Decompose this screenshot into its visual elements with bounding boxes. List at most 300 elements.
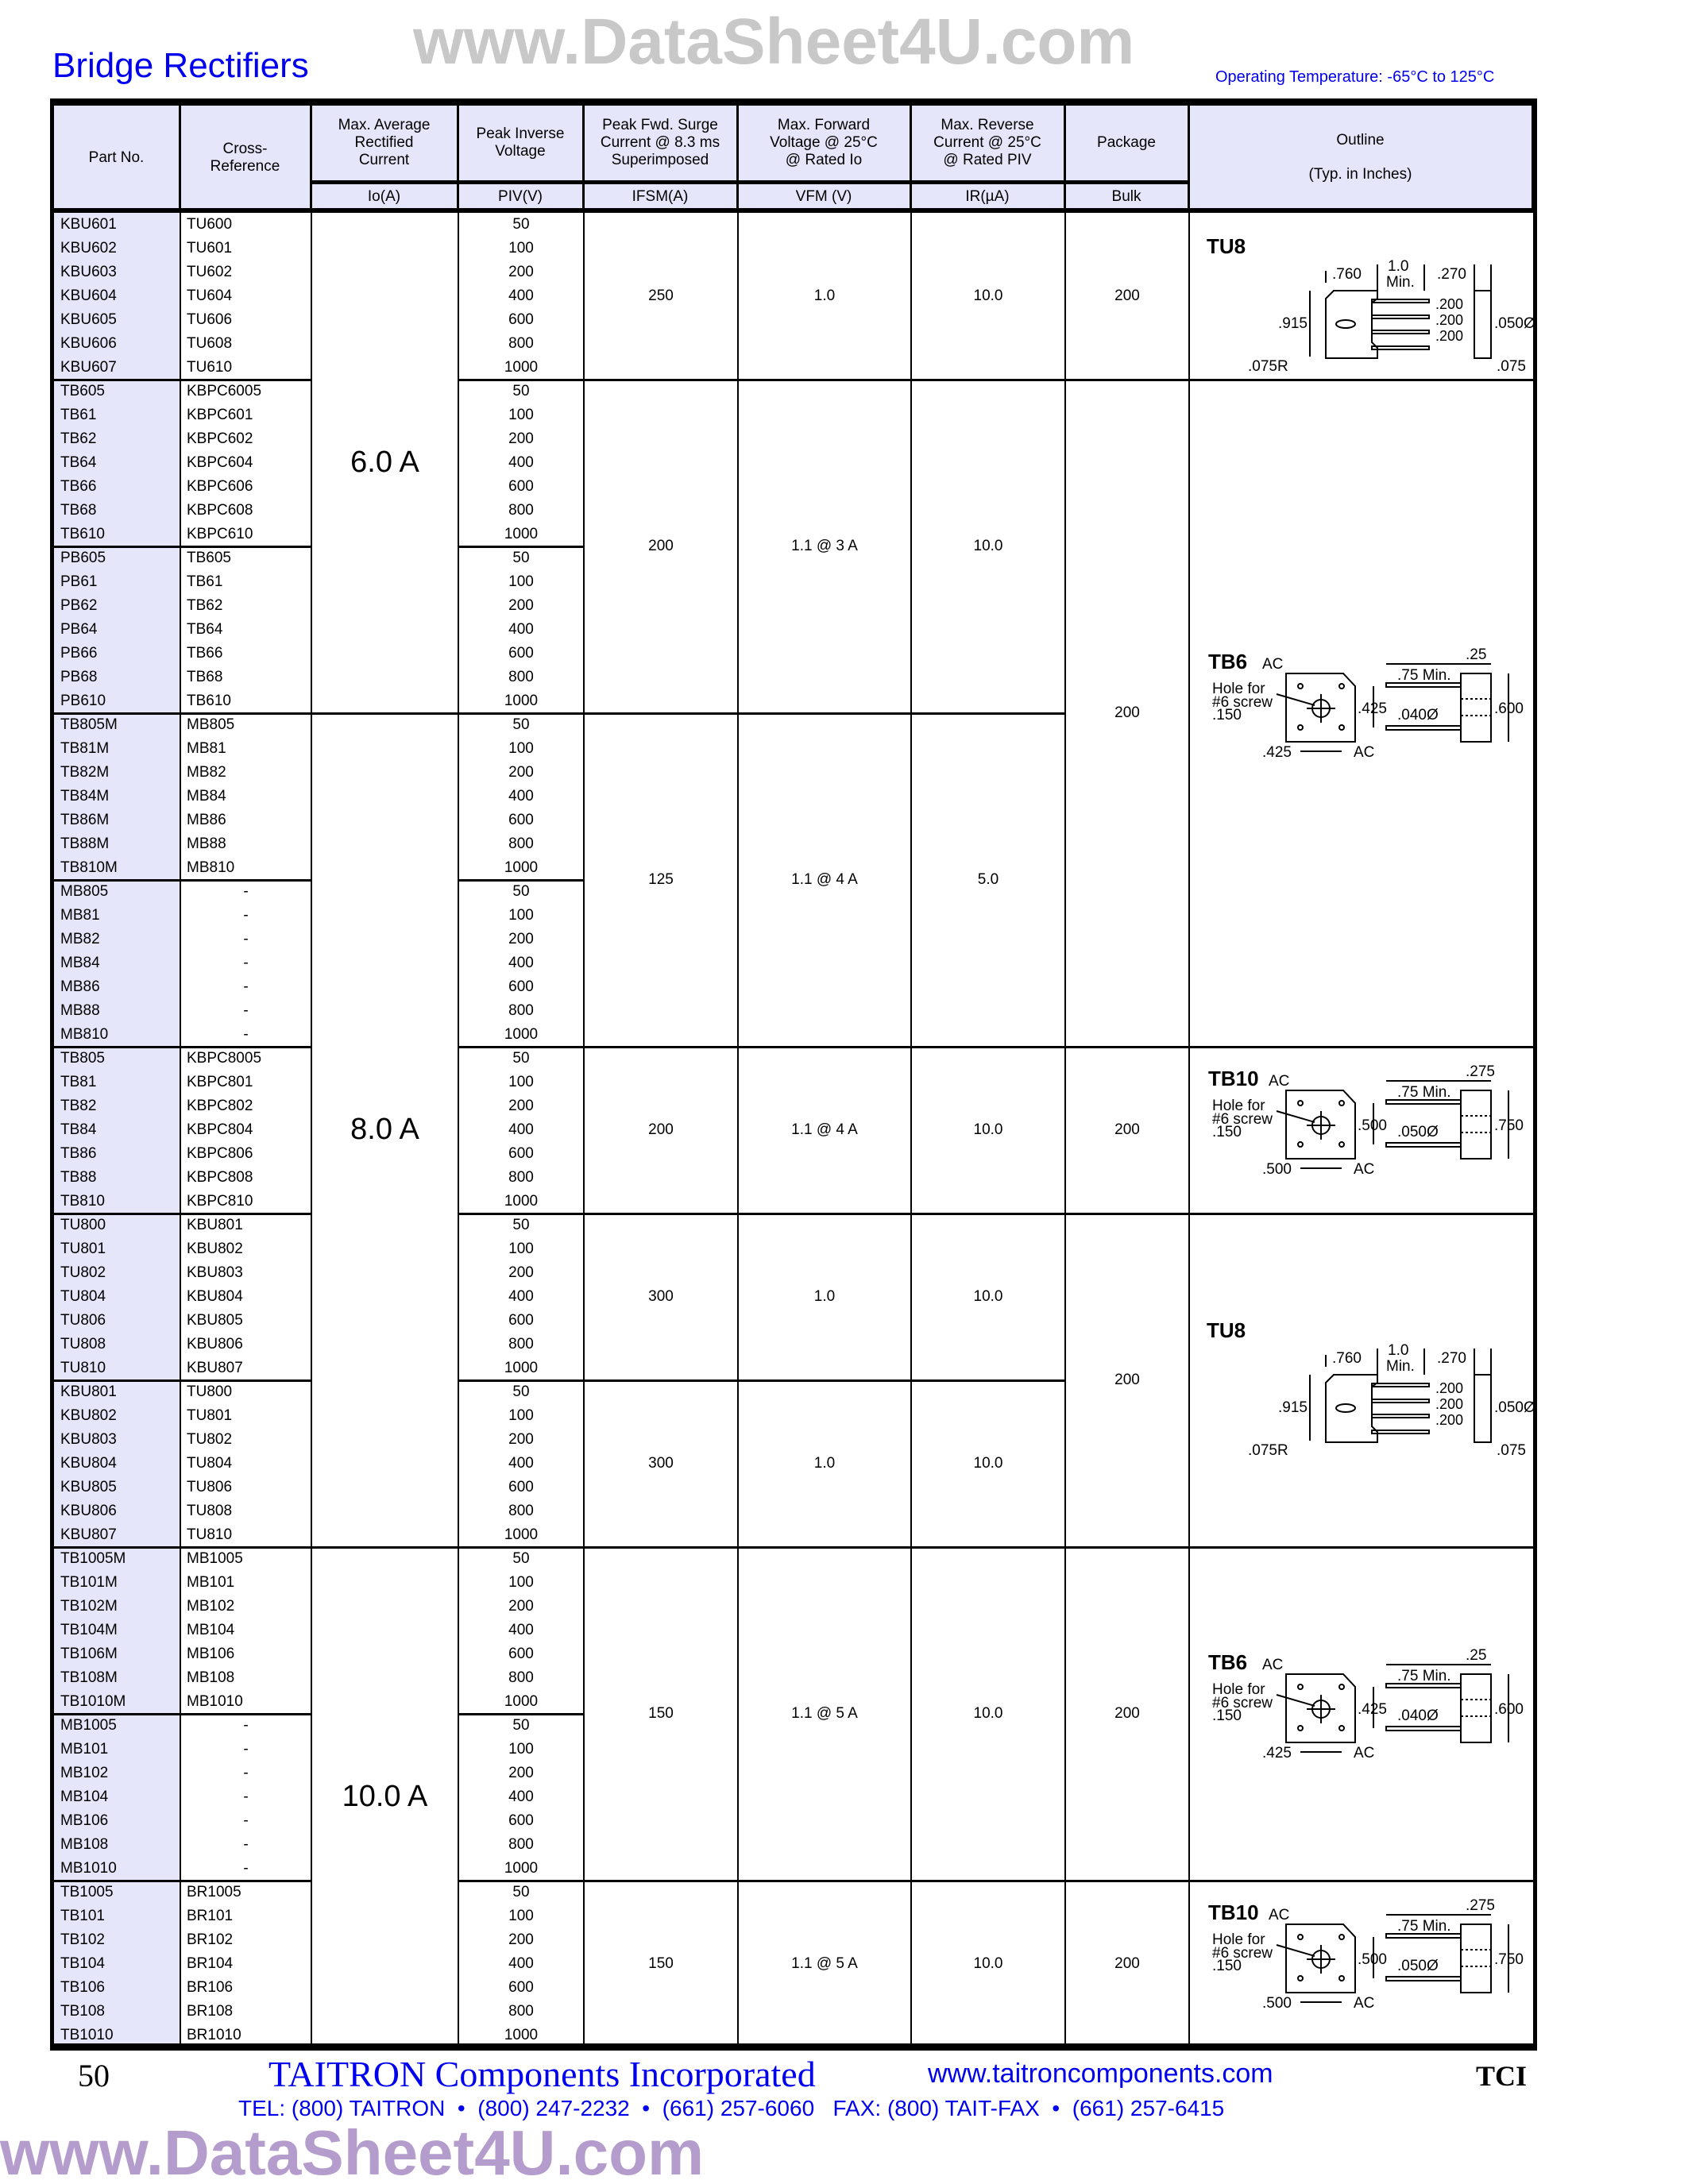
outline-label: TB6 (1208, 1650, 1248, 1674)
outline-label: AC (1354, 1161, 1375, 1178)
outline-label: Hole for (1212, 681, 1265, 697)
cross-reference: MB86 (187, 812, 226, 829)
company-url[interactable]: www.taitroncomponents.com (928, 2059, 1273, 2089)
cross-reference: KBPC606 (187, 478, 253, 496)
piv-value: 50 (512, 1217, 530, 1234)
cross-reference: TU808 (187, 1503, 233, 1520)
part-number: TB81M (60, 740, 110, 758)
cross-reference: KBPC6005 (187, 383, 262, 400)
piv-value: 100 (508, 1407, 534, 1425)
ifsm-value: 300 (648, 1455, 674, 1472)
piv-value: 1000 (504, 693, 539, 710)
ir-value: 10.0 (973, 538, 1003, 555)
column-header: Peak Fwd. Surge Current @ 8.3 ms Superimposed (584, 106, 738, 180)
part-number: MB1005 (60, 1717, 117, 1734)
outline-label: 1.0 (1388, 1342, 1409, 1359)
part-number: KBU606 (60, 335, 117, 353)
part-number: MB805 (60, 883, 109, 901)
outline-label: AC (1262, 656, 1284, 673)
part-number: MB108 (60, 1836, 109, 1854)
cross-reference: KBU804 (187, 1288, 243, 1306)
outline-label: .050Ø (1397, 1958, 1439, 1974)
cross-reference: MB805 (187, 716, 235, 734)
cross-reference: TU606 (187, 311, 233, 329)
part-number: KBU806 (60, 1503, 117, 1520)
cross-reference: BR108 (187, 2003, 234, 2020)
part-number: KBU604 (60, 287, 117, 305)
cross-reference: TB605 (187, 550, 231, 567)
outline-label: .200 (1435, 1396, 1464, 1412)
operating-temperature: Operating Temperature: -65°C to 125°C (1215, 68, 1495, 86)
outline-label: .075R (1248, 358, 1288, 375)
outline-label: TB10 (1208, 1067, 1259, 1090)
cross-reference: KBPC808 (187, 1169, 253, 1187)
piv-value: 100 (508, 407, 534, 424)
piv-value: 800 (508, 502, 534, 519)
outline-label: .600 (1494, 1701, 1524, 1718)
outline-label: .500 (1358, 1951, 1387, 1968)
outline-label: Hole for (1212, 1681, 1265, 1698)
outline-label: .050Ø (1494, 1399, 1535, 1416)
column-unit: Io(A) (311, 183, 458, 210)
outline-label: #6 screw (1212, 694, 1273, 711)
piv-value: 800 (508, 335, 534, 353)
part-number: TB102M (60, 1598, 118, 1615)
piv-value: 600 (508, 1479, 534, 1496)
piv-value: 100 (508, 1074, 534, 1091)
piv-value: 400 (508, 955, 534, 972)
outline-label: .760 (1332, 1350, 1362, 1367)
piv-value: 50 (512, 383, 530, 400)
cross-reference: - (243, 1741, 249, 1758)
package-value: 200 (1114, 287, 1140, 305)
part-number: TB86 (60, 1145, 97, 1163)
outline-label: .040Ø (1397, 1707, 1439, 1724)
outline-label: AC (1354, 1745, 1375, 1761)
ifsm-value: 250 (648, 287, 674, 305)
part-number: TB84M (60, 788, 110, 805)
part-number: PB68 (60, 669, 98, 686)
part-number: TB106 (60, 1979, 105, 1997)
part-number: KBU807 (60, 1526, 117, 1544)
cross-reference: MB104 (187, 1622, 235, 1639)
part-number: TB82 (60, 1098, 97, 1115)
cross-reference: KBPC810 (187, 1193, 253, 1210)
outline-label: .75 Min. (1397, 1084, 1451, 1101)
column-header: Max. Reverse Current @ 25°C @ Rated PIV (911, 106, 1065, 180)
outline-label: AC (1262, 1657, 1284, 1673)
ifsm-value: 125 (648, 871, 674, 889)
outline-label: .200 (1435, 1412, 1464, 1428)
cross-reference: KBU806 (187, 1336, 243, 1353)
cross-reference: MB81 (187, 740, 226, 758)
cross-reference: - (243, 1788, 249, 1806)
piv-value: 800 (508, 2003, 534, 2020)
part-number: MB102 (60, 1765, 109, 1782)
piv-value: 100 (508, 907, 534, 924)
vfm-value: 1.1 @ 4 A (791, 871, 858, 889)
piv-value: 800 (508, 1002, 534, 1020)
outline-label: #6 screw (1212, 1111, 1273, 1128)
outline-label: .150 (1212, 707, 1242, 723)
part-number: TB101M (60, 1574, 118, 1592)
piv-value: 200 (508, 264, 534, 281)
cross-reference: KBPC608 (187, 502, 253, 519)
piv-value: 200 (508, 764, 534, 781)
part-number: TB610 (60, 526, 105, 543)
part-number: KBU601 (60, 216, 117, 233)
part-number: TU806 (60, 1312, 106, 1329)
vfm-value: 1.1 @ 5 A (791, 1705, 858, 1723)
cross-reference: TB64 (187, 621, 223, 639)
piv-value: 400 (508, 287, 534, 305)
package-value: 200 (1114, 1955, 1140, 1973)
piv-value: 800 (508, 669, 534, 686)
cross-reference: - (243, 1812, 249, 1830)
cross-reference: MB88 (187, 835, 226, 853)
page-title: Bridge Rectifiers (52, 46, 309, 85)
cross-reference: BR101 (187, 1908, 234, 1925)
cross-reference: MB82 (187, 764, 226, 781)
contact-line: TEL: (800) TAITRON • (800) 247-2232 • (661) 257-6060 FAX: (800) TAIT-FAX • (661) 257-6415 (238, 2096, 1225, 2120)
cross-reference: - (243, 1836, 249, 1854)
piv-value: 50 (512, 550, 530, 567)
part-number: TB86M (60, 812, 110, 829)
part-number: KBU801 (60, 1383, 117, 1401)
outline-label: .050Ø (1494, 315, 1535, 332)
part-number: KBU803 (60, 1431, 117, 1449)
column-header: Max. Average Rectified Current (311, 106, 458, 180)
io-value: 6.0 A (350, 446, 419, 480)
cross-reference: MB1005 (187, 1550, 243, 1568)
cross-reference: TB61 (187, 573, 223, 591)
part-number: TB1005M (60, 1550, 126, 1568)
outline-label: TU8 (1207, 1318, 1246, 1342)
outline-label: .915 (1278, 315, 1308, 332)
piv-value: 100 (508, 1241, 534, 1258)
part-number: TB62 (60, 430, 97, 448)
part-number: TB88M (60, 835, 110, 853)
cross-reference: KBPC602 (187, 430, 253, 448)
piv-value: 800 (508, 1336, 534, 1353)
part-number: TB104 (60, 1955, 105, 1973)
piv-value: 400 (508, 1288, 534, 1306)
cross-reference: MB106 (187, 1646, 235, 1663)
outline-label: .075R (1248, 1442, 1288, 1459)
outline-label: Min. (1386, 274, 1415, 291)
cross-reference: - (243, 883, 249, 901)
ir-value: 5.0 (977, 871, 999, 889)
part-number: TB66 (60, 478, 97, 496)
cross-reference: BR1010 (187, 2027, 241, 2044)
outline-label: Min. (1386, 1358, 1415, 1375)
outline-label: .25 (1466, 646, 1487, 663)
column-unit: PIV(V) (458, 183, 584, 210)
part-number: TB81 (60, 1074, 97, 1091)
piv-value: 50 (512, 716, 530, 734)
outline-label: .760 (1332, 266, 1362, 283)
part-number: TB810M (60, 859, 118, 877)
part-number: MB101 (60, 1741, 109, 1758)
piv-value: 400 (508, 1622, 534, 1639)
io-value: 10.0 A (342, 1780, 428, 1814)
outline-label: .75 Min. (1397, 667, 1451, 684)
piv-value: 50 (512, 1717, 530, 1734)
ir-value: 10.0 (973, 1955, 1003, 1973)
part-number: TU801 (60, 1241, 106, 1258)
part-number: KBU602 (60, 240, 117, 257)
outline-label: .075 (1497, 358, 1526, 375)
part-number: TU802 (60, 1264, 106, 1282)
piv-value: 100 (508, 240, 534, 257)
piv-value: 200 (508, 430, 534, 448)
outline-label: .600 (1494, 700, 1524, 717)
outline-label: .270 (1437, 1350, 1466, 1367)
outline-label: .425 (1358, 700, 1387, 717)
part-number: KBU607 (60, 359, 117, 376)
piv-value: 200 (508, 931, 534, 948)
page-number: 50 (78, 2058, 110, 2093)
part-number: MB104 (60, 1788, 109, 1806)
outline-label: .25 (1466, 1647, 1487, 1664)
cross-reference: TB66 (187, 645, 223, 662)
column-unit: Bulk (1065, 183, 1189, 210)
piv-value: 200 (508, 1598, 534, 1615)
part-number: TB82M (60, 764, 110, 781)
cross-reference: - (243, 1717, 249, 1734)
cross-reference: TU800 (187, 1383, 233, 1401)
ir-value: 10.0 (973, 1288, 1003, 1306)
column-header: Package (1065, 106, 1189, 180)
outline-label: .200 (1435, 312, 1464, 328)
part-number: TB102 (60, 1931, 105, 1949)
column-header: Cross- Reference (180, 106, 311, 210)
part-number: TB1010M (60, 1693, 126, 1711)
cross-reference: KBPC601 (187, 407, 253, 424)
package-value: 200 (1114, 1372, 1140, 1389)
outline-label: .150 (1212, 1707, 1242, 1724)
part-number: MB86 (60, 978, 100, 996)
part-number: TB805M (60, 716, 118, 734)
cross-reference: KBU807 (187, 1360, 243, 1377)
piv-value: 1000 (504, 359, 539, 376)
cross-reference: TB62 (187, 597, 223, 615)
piv-value: 400 (508, 1455, 534, 1472)
cross-reference: BR1005 (187, 1884, 241, 1901)
piv-value: 1000 (504, 526, 539, 543)
cross-reference: TU802 (187, 1431, 233, 1449)
cross-reference: TU804 (187, 1455, 233, 1472)
piv-value: 1000 (504, 2027, 539, 2044)
watermark: www.DataSheet4U.com (413, 6, 1135, 78)
cross-reference: MB1010 (187, 1693, 243, 1711)
outline-label: .075 (1497, 1442, 1526, 1459)
package-value: 200 (1114, 704, 1140, 722)
part-number: MB84 (60, 955, 100, 972)
piv-value: 600 (508, 1646, 534, 1663)
outline-label: AC (1354, 1995, 1375, 2012)
cross-reference: TU608 (187, 335, 233, 353)
piv-value: 800 (508, 1669, 534, 1687)
cross-reference: TU810 (187, 1526, 233, 1544)
outline-label: .500 (1358, 1117, 1387, 1134)
piv-value: 600 (508, 311, 534, 329)
company-logo: TCI (1476, 2060, 1528, 2092)
cross-reference: - (243, 1860, 249, 1877)
part-number: TB805 (60, 1050, 105, 1067)
part-number: PB610 (60, 693, 106, 710)
part-number: TU808 (60, 1336, 106, 1353)
cross-reference: TU610 (187, 359, 233, 376)
vfm-value: 1.0 (813, 1455, 836, 1472)
cross-reference: MB84 (187, 788, 226, 805)
outline-label: .200 (1435, 296, 1464, 312)
piv-value: 1000 (504, 1860, 539, 1877)
piv-value: 800 (508, 1503, 534, 1520)
cross-reference: KBU805 (187, 1312, 243, 1329)
piv-value: 200 (508, 1098, 534, 1115)
part-number: TB108 (60, 2003, 105, 2020)
ir-value: 10.0 (973, 1121, 1003, 1139)
part-number: TB810 (60, 1193, 105, 1210)
piv-value: 1000 (504, 1360, 539, 1377)
outline-label: Hole for (1212, 1098, 1265, 1114)
outline-label: TB6 (1208, 650, 1248, 673)
outline-label: .150 (1212, 1124, 1242, 1140)
cross-reference: TU806 (187, 1479, 233, 1496)
piv-value: 50 (512, 883, 530, 901)
cross-reference: KBU801 (187, 1217, 243, 1234)
part-number: KBU603 (60, 264, 117, 281)
part-number: TB104M (60, 1622, 118, 1639)
outline-label: AC (1354, 744, 1375, 761)
cross-reference: KBU802 (187, 1241, 243, 1258)
cross-reference: - (243, 931, 249, 948)
outline-label: .275 (1466, 1063, 1495, 1080)
cross-reference: TU602 (187, 264, 233, 281)
cross-reference: TU604 (187, 287, 233, 305)
ifsm-value: 200 (648, 1121, 674, 1139)
ifsm-value: 200 (648, 538, 674, 555)
part-number: PB64 (60, 621, 98, 639)
part-number: KBU605 (60, 311, 117, 329)
cross-reference: MB101 (187, 1574, 235, 1592)
piv-value: 200 (508, 1431, 534, 1449)
outline-label: .200 (1435, 328, 1464, 344)
outline-label: 1.0 (1388, 258, 1409, 275)
part-number: TB101 (60, 1908, 105, 1925)
outline-label: .275 (1466, 1897, 1495, 1914)
piv-value: 400 (508, 1788, 534, 1806)
piv-value: 800 (508, 1836, 534, 1854)
piv-value: 200 (508, 1264, 534, 1282)
outline-label: #6 screw (1212, 1945, 1273, 1962)
vfm-value: 1.1 @ 4 A (791, 1121, 858, 1139)
piv-value: 600 (508, 1145, 534, 1163)
piv-value: 100 (508, 1908, 534, 1925)
cross-reference: KBPC804 (187, 1121, 253, 1139)
vfm-value: 1.1 @ 3 A (791, 538, 858, 555)
cross-reference: KBPC604 (187, 454, 253, 472)
column-header: Max. Forward Voltage @ 25°C @ Rated Io (738, 106, 911, 180)
cross-reference: TB68 (187, 669, 223, 686)
piv-value: 800 (508, 1169, 534, 1187)
outline-label: .75 Min. (1397, 1668, 1451, 1684)
part-number: MB81 (60, 907, 100, 924)
outline-label: .150 (1212, 1958, 1242, 1974)
part-number: MB1010 (60, 1860, 117, 1877)
piv-value: 800 (508, 835, 534, 853)
outline-label: .425 (1262, 1745, 1292, 1761)
cross-reference: MB102 (187, 1598, 235, 1615)
cross-reference: BR106 (187, 1979, 234, 1997)
outline-label: .425 (1358, 1701, 1387, 1718)
cross-reference: BR104 (187, 1955, 234, 1973)
piv-value: 100 (508, 1574, 534, 1592)
cross-reference: KBPC801 (187, 1074, 253, 1091)
cross-reference: - (243, 907, 249, 924)
piv-value: 200 (508, 1931, 534, 1949)
outline-label: .500 (1262, 1161, 1292, 1178)
column-header: Peak Inverse Voltage (458, 106, 584, 180)
outline-label: .270 (1437, 266, 1466, 283)
part-number: TU810 (60, 1360, 106, 1377)
outline-label: .425 (1262, 744, 1292, 761)
piv-value: 1000 (504, 1693, 539, 1711)
outline-label: .75 Min. (1397, 1918, 1451, 1935)
cross-reference: - (243, 955, 249, 972)
outline-label: .200 (1435, 1380, 1464, 1396)
piv-value: 600 (508, 1812, 534, 1830)
piv-value: 600 (508, 812, 534, 829)
piv-value: 200 (508, 1765, 534, 1782)
piv-value: 600 (508, 645, 534, 662)
piv-value: 100 (508, 1741, 534, 1758)
cross-reference: MB810 (187, 859, 235, 877)
piv-value: 600 (508, 1979, 534, 1997)
cross-reference: BR102 (187, 1931, 234, 1949)
part-number: KBU802 (60, 1407, 117, 1425)
table-frame (50, 98, 1537, 2051)
outline-label: .915 (1278, 1399, 1308, 1416)
part-number: TB68 (60, 502, 97, 519)
piv-value: 600 (508, 478, 534, 496)
package-value: 200 (1114, 1705, 1140, 1723)
column-unit: IFSM(A) (584, 183, 738, 210)
part-number: TB61 (60, 407, 97, 424)
piv-value: 50 (512, 1550, 530, 1568)
piv-value: 600 (508, 978, 534, 996)
piv-value: 600 (508, 1312, 534, 1329)
outline-label: TU8 (1207, 234, 1246, 258)
part-number: MB810 (60, 1026, 109, 1044)
piv-value: 50 (512, 1383, 530, 1401)
piv-value: 50 (512, 216, 530, 233)
cross-reference: - (243, 1002, 249, 1020)
piv-value: 50 (512, 1884, 530, 1901)
piv-value: 1000 (504, 859, 539, 877)
part-number: TB64 (60, 454, 97, 472)
cross-reference: KBPC8005 (187, 1050, 262, 1067)
ir-value: 10.0 (973, 1705, 1003, 1723)
part-number: TB88 (60, 1169, 97, 1187)
part-number: PB61 (60, 573, 98, 591)
outline-label: .040Ø (1397, 707, 1439, 723)
part-number: TU804 (60, 1288, 106, 1306)
outline-label: .750 (1494, 1951, 1524, 1968)
part-number: PB62 (60, 597, 98, 615)
part-number: KBU805 (60, 1479, 117, 1496)
